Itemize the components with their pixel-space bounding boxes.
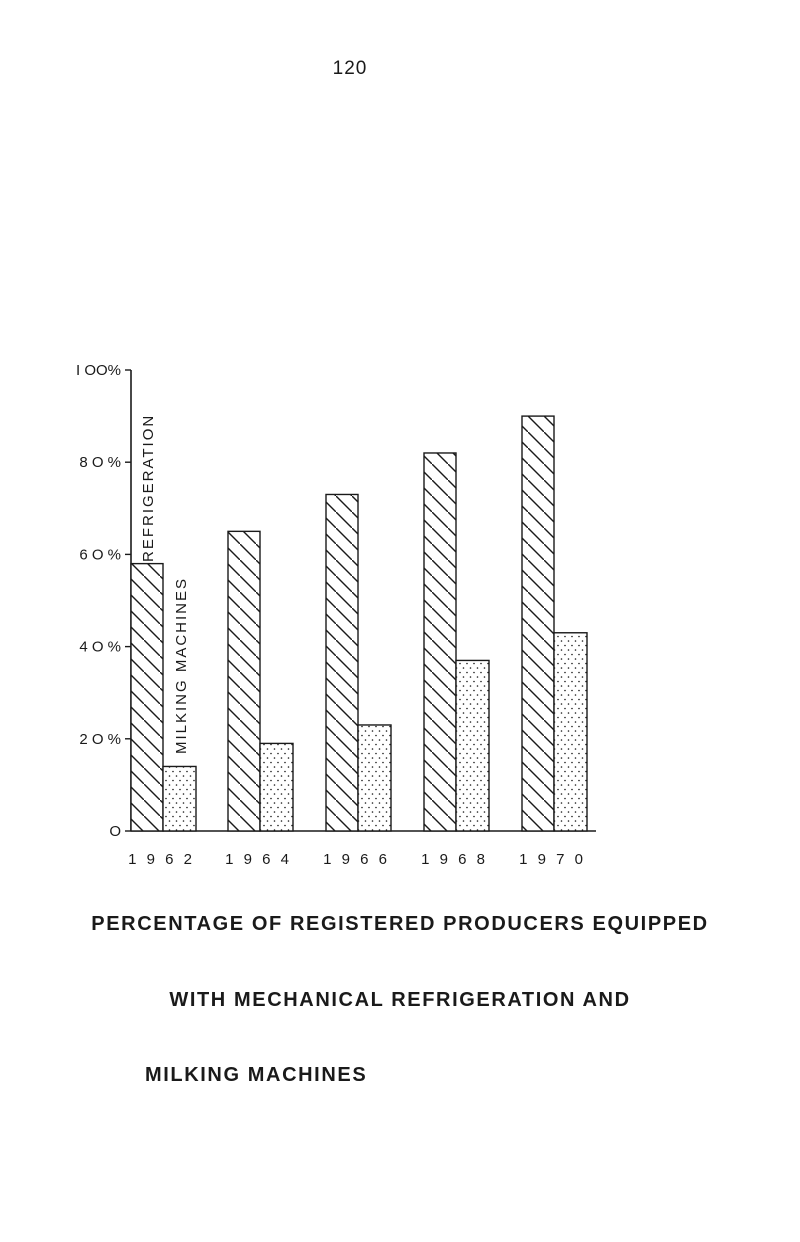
series-label-milking-machines: MILKING MACHINES (173, 576, 190, 754)
bar-milking-machines (260, 743, 293, 831)
y-tick-label: 4 O % (79, 638, 121, 656)
caption-line-3: MILKING MACHINES (145, 1064, 368, 1086)
y-tick-label: I OO% (75, 362, 121, 379)
y-tick-label: 6 O % (79, 546, 121, 564)
bars (131, 414, 587, 831)
x-tick-label: 1 9 6 4 (225, 851, 292, 868)
caption-line-2: WITH MECHANICAL REFRIGERATION AND (169, 989, 631, 1011)
bar-milking-machines (554, 633, 587, 831)
series-label-refrigeration: REFRIGERATION (140, 413, 157, 562)
x-tick-label: 1 9 6 6 (323, 851, 390, 868)
x-tick-label: 1 9 6 8 (421, 851, 488, 868)
bar-refrigeration (424, 453, 456, 831)
bar-refrigeration (228, 531, 260, 831)
y-axis-ticks (76, 362, 131, 840)
y-tick-label: 8 O % (79, 454, 121, 472)
x-tick-label: 1 9 6 2 (128, 851, 195, 868)
y-tick-label: 2 O % (79, 730, 121, 748)
x-tick-label: 1 9 7 0 (519, 851, 586, 868)
bar-refrigeration (326, 494, 358, 831)
x-axis-ticks (128, 851, 586, 868)
bar-milking-machines (358, 725, 391, 831)
bar-milking-machines (163, 766, 196, 831)
y-tick-label: O (109, 823, 121, 840)
bar-milking-machines (456, 660, 489, 831)
caption-line-1: PERCENTAGE OF REGISTERED PRODUCERS EQUIPPED (91, 913, 709, 935)
bar-refrigeration (522, 416, 554, 831)
page-number: 120 (332, 58, 368, 79)
bar-refrigeration (131, 564, 163, 831)
